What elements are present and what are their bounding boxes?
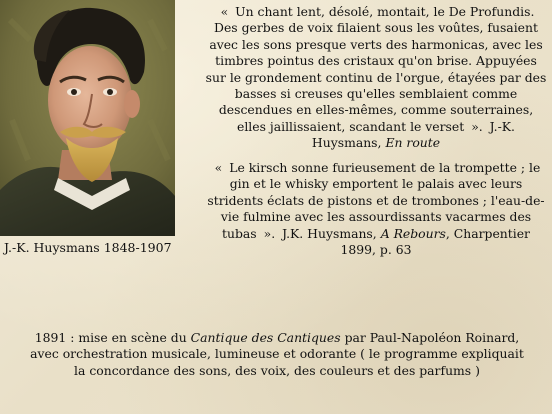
quote-author: J.-K. Huysmans, — [311, 118, 515, 151]
quote-a-rebours — [204, 160, 548, 258]
quote-text: Un chant lent, désolé, montait, le De Profundis. Des gerbes de voix filaient sous les voûtes, fusaient avec les sons presque verts des harmonicas, avec les timbres pointus des cristaux qu'on brise. Appuyées sur le grondement continu de l'orgue, étayées par des basses si creuses qu'elles semblaient comme descendues en elles-mêmes, comme souterraines, elles jaillissaient, scandant le verset — [205, 4, 547, 134]
portrait-painting — [0, 0, 175, 236]
performance-note — [30, 330, 524, 379]
quote-author: J.K. Huysmans, — [282, 225, 377, 241]
quote-text: Le kirsch sonne furieusement de la trompette ; le gin et le whisky emportent le palais avec leurs stridents éclats de pistons et de trombones ; l'eau-de-vie fulmine avec les assourdissants vacarmes des tubas — [207, 160, 545, 241]
quote-work-title: A Rebours — [380, 225, 446, 241]
quote-open-mark: « — [214, 160, 223, 175]
quote-close-mark: ». — [263, 225, 276, 241]
note-work-title: Cantique des Cantiques — [190, 330, 341, 345]
quote-work-title: En route — [385, 135, 441, 151]
quote-publisher: , Charpentier 1899, p. 63 — [340, 225, 530, 258]
quote-close-mark: ». — [471, 118, 483, 134]
note-suffix: par Paul-Napoléon Roinard, avec orchestration musicale, lumineuse et odorante ( le programme expliquait la concordance des sons, des voix, des couleurs et des parfums ) — [30, 330, 524, 378]
quote-open-mark: « — [220, 4, 229, 19]
portrait-image — [0, 0, 175, 236]
portrait-caption: J.-K. Huysmans 1848-1907 — [4, 240, 172, 255]
quote-en-route — [204, 4, 548, 152]
note-prefix: 1891 : mise en scène du — [34, 330, 187, 345]
